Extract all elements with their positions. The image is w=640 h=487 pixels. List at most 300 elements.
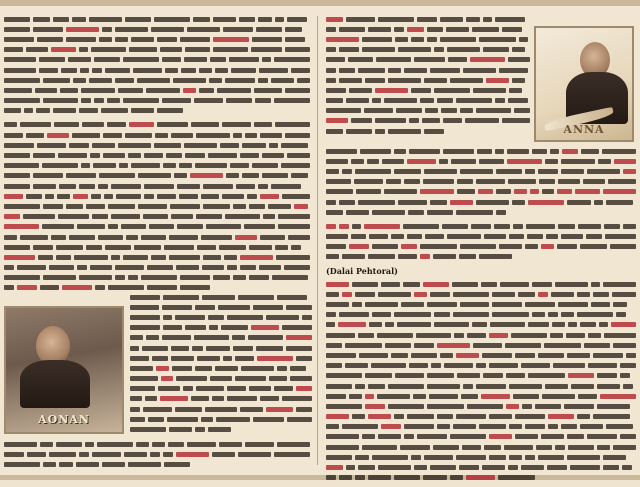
word-texture — [126, 235, 139, 240]
word-texture — [422, 118, 441, 123]
word-texture — [326, 78, 336, 83]
word-texture — [545, 384, 568, 389]
word-texture — [489, 455, 506, 460]
word-texture — [108, 224, 118, 229]
word-texture — [587, 434, 617, 439]
word-texture — [397, 322, 431, 327]
word-texture — [4, 88, 32, 93]
word-texture — [4, 204, 40, 209]
word-texture — [254, 88, 282, 93]
word-texture — [457, 373, 480, 378]
word-texture — [495, 149, 504, 154]
word-texture — [233, 275, 246, 280]
word-texture — [36, 108, 49, 113]
word-texture — [431, 363, 441, 368]
word-texture — [278, 224, 310, 229]
word-texture — [450, 78, 483, 83]
text-line-texture — [4, 181, 310, 191]
word-texture — [199, 68, 212, 73]
word-texture — [79, 275, 112, 280]
word-texture — [450, 200, 473, 205]
word-texture — [346, 465, 356, 470]
word-texture — [447, 234, 481, 239]
word-texture — [326, 149, 357, 154]
text-line-texture — [326, 361, 636, 371]
word-texture — [171, 356, 194, 361]
word-texture — [326, 353, 356, 358]
word-texture — [4, 173, 30, 178]
word-texture — [354, 179, 382, 184]
word-texture — [326, 108, 361, 113]
word-texture — [184, 57, 207, 62]
word-texture — [460, 244, 496, 249]
text-line-texture — [4, 75, 310, 85]
word-texture — [547, 465, 567, 470]
word-texture — [476, 108, 511, 113]
word-texture — [378, 17, 414, 22]
text-line-texture — [4, 201, 310, 211]
word-texture — [490, 322, 524, 327]
word-texture — [513, 394, 539, 399]
word-texture — [473, 343, 503, 348]
word-texture — [394, 27, 404, 32]
word-texture — [358, 200, 394, 205]
word-texture — [591, 282, 601, 287]
word-texture — [286, 346, 312, 351]
word-texture — [4, 153, 30, 158]
word-texture — [440, 37, 476, 42]
word-texture — [121, 224, 146, 229]
word-texture — [111, 214, 140, 219]
word-texture — [394, 414, 404, 419]
word-texture — [453, 424, 476, 429]
word-texture — [215, 366, 238, 371]
word-texture — [43, 98, 79, 103]
word-texture — [465, 118, 499, 123]
word-texture — [282, 396, 312, 401]
word-texture — [423, 282, 449, 287]
word-texture — [482, 465, 505, 470]
text-line-texture — [4, 150, 310, 160]
word-texture — [489, 434, 512, 439]
word-texture — [103, 153, 126, 158]
word-texture — [217, 88, 251, 93]
word-texture — [407, 234, 423, 239]
word-texture — [94, 57, 120, 62]
word-texture — [502, 118, 530, 123]
word-texture — [339, 78, 362, 83]
word-texture — [51, 235, 67, 240]
word-texture — [614, 159, 636, 164]
word-texture — [542, 394, 575, 399]
word-texture — [440, 353, 453, 358]
word-texture — [326, 302, 349, 307]
word-texture — [427, 302, 457, 307]
word-texture — [515, 434, 538, 439]
word-texture — [260, 235, 285, 240]
word-texture — [430, 68, 460, 73]
word-texture — [473, 88, 506, 93]
word-texture — [33, 173, 63, 178]
word-texture — [498, 475, 534, 480]
column-divider — [317, 16, 318, 465]
word-texture — [345, 343, 381, 348]
word-texture — [442, 224, 468, 229]
word-texture — [4, 285, 14, 290]
text-line-texture — [4, 242, 310, 252]
word-texture — [339, 224, 349, 229]
word-texture — [439, 159, 448, 164]
word-texture — [508, 57, 530, 62]
word-texture — [513, 224, 523, 229]
word-texture — [61, 68, 77, 73]
word-texture — [588, 363, 617, 368]
word-texture — [528, 200, 564, 205]
word-texture — [509, 424, 522, 429]
word-texture — [561, 234, 583, 239]
word-texture — [401, 244, 418, 249]
word-texture — [158, 386, 180, 391]
word-texture — [546, 234, 558, 239]
word-texture — [152, 442, 165, 447]
word-texture — [495, 17, 525, 22]
word-texture — [434, 47, 444, 52]
word-texture — [339, 27, 365, 32]
word-texture — [386, 179, 402, 184]
word-texture — [372, 455, 408, 460]
word-texture — [174, 173, 187, 178]
word-texture — [62, 285, 92, 290]
word-texture — [183, 386, 192, 391]
word-texture — [368, 384, 385, 389]
word-texture — [388, 384, 424, 389]
word-texture — [326, 234, 348, 239]
word-texture — [472, 27, 498, 32]
word-texture — [282, 194, 310, 199]
word-texture — [326, 98, 343, 103]
word-texture — [180, 285, 210, 290]
word-texture — [269, 376, 288, 381]
word-texture — [427, 404, 463, 409]
word-texture — [69, 143, 89, 148]
word-texture — [199, 88, 215, 93]
word-texture — [620, 373, 630, 378]
word-texture — [105, 245, 131, 250]
word-texture — [489, 414, 512, 419]
text-line-texture — [4, 96, 310, 106]
word-texture — [606, 424, 632, 429]
word-texture — [157, 37, 177, 42]
word-texture — [566, 333, 585, 338]
word-texture — [218, 305, 250, 310]
word-texture — [92, 143, 115, 148]
word-texture — [351, 234, 367, 239]
word-texture — [187, 27, 220, 32]
text-line-texture — [326, 452, 636, 462]
word-texture — [414, 465, 427, 470]
word-texture — [476, 179, 504, 184]
word-texture — [296, 356, 312, 361]
word-texture — [79, 452, 89, 457]
word-texture — [277, 366, 287, 371]
word-texture — [291, 68, 310, 73]
word-texture — [447, 47, 480, 52]
word-texture — [111, 184, 141, 189]
word-texture — [131, 163, 160, 168]
word-texture — [290, 376, 312, 381]
word-texture — [165, 68, 178, 73]
word-texture — [551, 292, 574, 297]
word-texture — [538, 455, 564, 460]
word-texture — [258, 78, 268, 83]
word-texture — [166, 153, 182, 158]
word-texture — [256, 346, 282, 351]
word-texture — [492, 292, 515, 297]
word-texture — [215, 68, 228, 73]
word-texture — [326, 465, 343, 470]
body-paragraph — [326, 146, 636, 217]
word-texture — [623, 384, 633, 389]
word-texture — [409, 118, 418, 123]
word-texture — [169, 255, 200, 260]
word-texture — [144, 194, 153, 199]
word-texture — [434, 88, 470, 93]
word-texture — [326, 404, 362, 409]
word-texture — [260, 396, 278, 401]
word-texture — [205, 407, 238, 412]
word-texture — [550, 333, 563, 338]
word-texture — [479, 254, 512, 259]
word-texture — [99, 173, 135, 178]
word-texture — [4, 27, 30, 32]
word-texture — [259, 68, 288, 73]
word-texture — [107, 98, 120, 103]
text-line-texture — [4, 106, 310, 116]
word-texture — [4, 275, 40, 280]
word-texture — [4, 47, 23, 52]
word-texture — [128, 275, 138, 280]
word-texture — [252, 163, 278, 168]
word-texture — [222, 122, 250, 127]
word-texture — [162, 98, 191, 103]
word-texture — [620, 434, 637, 439]
text-line-texture — [4, 439, 310, 449]
word-texture — [290, 366, 307, 371]
word-texture — [240, 407, 263, 412]
word-texture — [4, 17, 30, 22]
word-texture — [95, 285, 105, 290]
word-texture — [346, 98, 369, 103]
word-texture — [54, 122, 79, 127]
word-texture — [167, 417, 198, 422]
text-line-texture — [4, 34, 310, 44]
word-texture — [545, 159, 558, 164]
word-texture — [197, 356, 220, 361]
word-texture — [154, 143, 180, 148]
word-texture — [118, 143, 151, 148]
word-texture — [281, 163, 310, 168]
body-paragraph — [326, 221, 636, 262]
word-texture — [162, 57, 181, 62]
word-texture — [440, 17, 463, 22]
word-texture — [4, 133, 23, 138]
word-texture — [603, 455, 626, 460]
word-texture — [193, 17, 210, 22]
word-texture — [541, 434, 564, 439]
word-texture — [433, 445, 459, 450]
text-line-texture — [326, 422, 636, 432]
word-texture — [459, 254, 476, 259]
word-texture — [355, 292, 375, 297]
word-texture — [4, 98, 40, 103]
word-texture — [593, 414, 629, 419]
word-texture — [571, 384, 594, 389]
word-texture — [437, 343, 470, 348]
word-texture — [541, 244, 554, 249]
body-paragraph — [326, 14, 530, 136]
word-texture — [93, 163, 115, 168]
word-texture — [403, 224, 439, 229]
text-line-texture — [326, 156, 636, 166]
word-texture — [43, 204, 63, 209]
word-texture — [244, 224, 276, 229]
text-line-texture — [326, 412, 636, 422]
word-texture — [285, 88, 310, 93]
word-texture — [51, 47, 76, 52]
word-texture — [271, 78, 294, 83]
word-texture — [456, 455, 486, 460]
word-texture — [4, 163, 39, 168]
word-texture — [4, 194, 23, 199]
word-texture — [414, 57, 446, 62]
word-texture — [462, 445, 482, 450]
word-texture — [297, 78, 310, 83]
word-texture — [195, 305, 216, 310]
left-footer-text — [4, 439, 310, 474]
word-texture — [578, 224, 601, 229]
text-line-texture — [4, 161, 310, 171]
word-texture — [79, 108, 99, 113]
word-texture — [326, 200, 336, 205]
word-texture — [613, 302, 626, 307]
word-texture — [489, 333, 508, 338]
section-label — [326, 266, 636, 276]
word-texture — [257, 356, 292, 361]
text-line-texture — [326, 221, 636, 231]
word-texture — [86, 245, 103, 250]
word-texture — [388, 68, 401, 73]
word-texture — [460, 302, 490, 307]
word-texture — [479, 424, 505, 429]
figure-caption: ANNA — [563, 123, 605, 136]
word-texture — [194, 335, 229, 340]
word-texture — [496, 210, 506, 215]
word-texture — [271, 184, 301, 189]
word-texture — [430, 465, 456, 470]
word-texture — [408, 210, 425, 215]
word-texture — [604, 333, 636, 338]
word-texture — [512, 200, 525, 205]
word-texture — [348, 57, 373, 62]
word-texture — [185, 153, 204, 158]
word-texture — [172, 366, 192, 371]
word-texture — [326, 244, 346, 249]
body-paragraph — [326, 279, 636, 483]
word-texture — [367, 159, 380, 164]
word-texture — [437, 424, 450, 429]
word-texture — [202, 295, 235, 300]
word-texture — [443, 149, 474, 154]
word-texture — [411, 353, 437, 358]
word-texture — [210, 376, 232, 381]
word-texture — [400, 445, 429, 450]
text-line-texture — [326, 116, 530, 126]
word-texture — [187, 442, 216, 447]
word-texture — [111, 255, 120, 260]
word-texture — [229, 57, 258, 62]
word-texture — [242, 143, 265, 148]
text-line-texture — [326, 96, 530, 106]
word-texture — [608, 179, 636, 184]
word-texture — [550, 149, 559, 154]
text-line-texture — [4, 449, 310, 459]
word-texture — [37, 143, 67, 148]
word-texture — [604, 224, 620, 229]
word-texture — [213, 275, 230, 280]
word-texture — [352, 224, 362, 229]
text-line-texture — [326, 146, 636, 156]
word-texture — [359, 353, 389, 358]
word-texture — [33, 153, 56, 158]
word-texture — [506, 373, 526, 378]
text-line-texture — [326, 473, 636, 483]
word-texture — [275, 122, 310, 127]
word-texture — [382, 159, 404, 164]
word-texture — [385, 343, 411, 348]
word-texture — [508, 465, 518, 470]
word-texture — [125, 133, 153, 138]
word-texture — [249, 275, 269, 280]
body-paragraph — [4, 439, 310, 470]
word-texture — [558, 224, 574, 229]
word-texture — [620, 363, 636, 368]
word-texture — [430, 200, 447, 205]
word-texture — [511, 333, 546, 338]
word-texture — [496, 169, 522, 174]
word-texture — [66, 27, 99, 32]
word-texture — [457, 179, 473, 184]
word-texture — [79, 47, 88, 52]
word-texture — [326, 47, 336, 52]
word-texture — [484, 445, 500, 450]
word-texture — [163, 452, 173, 457]
word-texture — [423, 475, 446, 480]
word-texture — [326, 424, 339, 429]
word-texture — [351, 118, 373, 123]
word-texture — [509, 455, 522, 460]
word-texture — [411, 455, 421, 460]
text-line-texture — [130, 312, 312, 322]
word-texture — [124, 452, 147, 457]
word-texture — [561, 312, 574, 317]
word-texture — [611, 322, 636, 327]
word-texture — [526, 224, 555, 229]
word-texture — [409, 149, 440, 154]
word-texture — [459, 465, 479, 470]
word-texture — [518, 292, 535, 297]
word-texture — [232, 335, 245, 340]
text-line-texture — [130, 323, 312, 333]
